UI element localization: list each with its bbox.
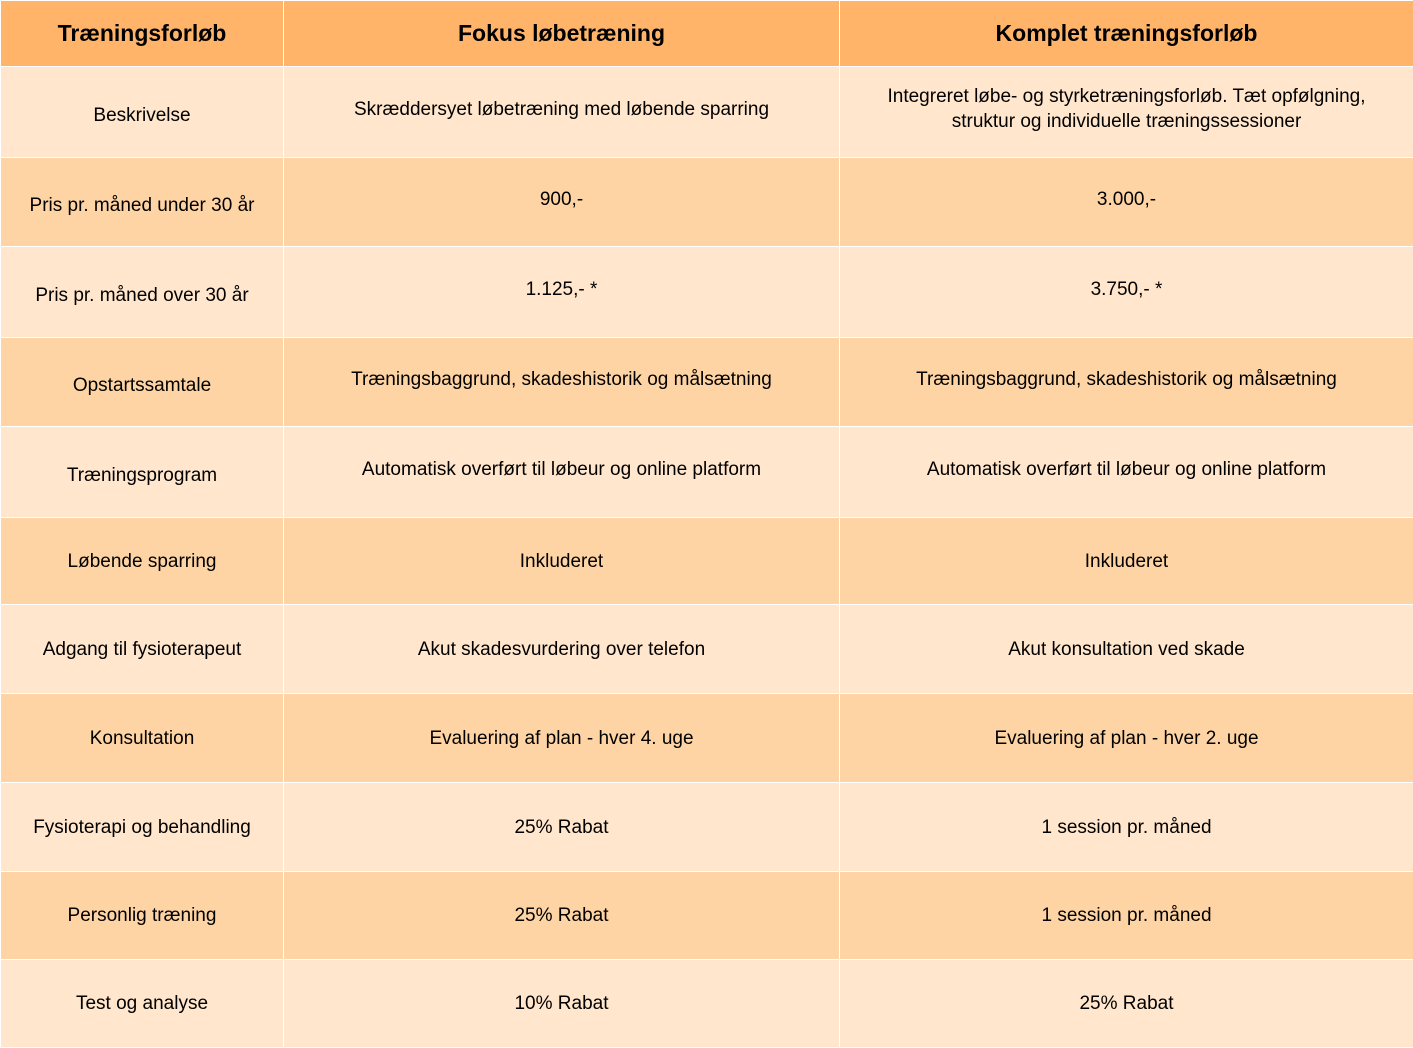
table-row	[1, 694, 1413, 783]
table-row	[1, 872, 1413, 960]
komplet-cell: Inkluderet	[840, 518, 1413, 605]
fokus-cell: 25% Rabat	[284, 872, 840, 960]
komplet-cell: Integreret løbe- og styrketræningsforløb. Tæt opfølgning, struktur og individuelle træningssessioner	[840, 67, 1413, 158]
komplet-cell: Automatisk overført til løbeur og online platform	[840, 427, 1413, 518]
fokus-cell: Automatisk overført til løbeur og online platform	[284, 427, 840, 518]
table-row	[1, 158, 1413, 247]
row-label: Konsultation	[1, 694, 284, 783]
table-row	[1, 67, 1413, 158]
row-label: Løbende sparring	[1, 518, 284, 605]
row-label: Beskrivelse	[1, 67, 284, 158]
header-row	[1, 1, 1413, 67]
row-label: Pris pr. måned under 30 år	[1, 158, 284, 247]
header-fokus: Fokus løbetræning	[284, 1, 840, 67]
row-label: Træningsprogram	[1, 427, 284, 518]
row-label: Fysioterapi og behandling	[1, 783, 284, 872]
table-row	[1, 960, 1413, 1048]
fokus-cell: Akut skadesvurdering over telefon	[284, 605, 840, 694]
fokus-cell: 1.125,- *	[284, 247, 840, 338]
komplet-cell: 3.750,- *	[840, 247, 1413, 338]
fokus-cell: Træningsbaggrund, skadeshistorik og målsætning	[284, 338, 840, 427]
fokus-cell: 900,-	[284, 158, 840, 247]
row-label: Opstartssamtale	[1, 338, 284, 427]
row-label: Test og analyse	[1, 960, 284, 1048]
fokus-cell: 25% Rabat	[284, 783, 840, 872]
komplet-cell: Træningsbaggrund, skadeshistorik og målsætning	[840, 338, 1413, 427]
table-row	[1, 605, 1413, 694]
komplet-cell: Evaluering af plan - hver 2. uge	[840, 694, 1413, 783]
fokus-cell: Evaluering af plan - hver 4. uge	[284, 694, 840, 783]
row-label: Adgang til fysioterapeut	[1, 605, 284, 694]
row-label: Personlig træning	[1, 872, 284, 960]
komplet-cell: 25% Rabat	[840, 960, 1413, 1048]
table-row	[1, 427, 1413, 518]
table-row	[1, 783, 1413, 872]
fokus-cell: Skræddersyet løbetræning med løbende sparring	[284, 67, 840, 158]
fokus-cell: Inkluderet	[284, 518, 840, 605]
header-komplet: Komplet træningsforløb	[840, 1, 1413, 67]
komplet-cell: 3.000,-	[840, 158, 1413, 247]
komplet-cell: Akut konsultation ved skade	[840, 605, 1413, 694]
header-training-plan: Træningsforløb	[1, 1, 284, 67]
table-row	[1, 518, 1413, 605]
komplet-cell: 1 session pr. måned	[840, 783, 1413, 872]
komplet-cell: 1 session pr. måned	[840, 872, 1413, 960]
fokus-cell: 10% Rabat	[284, 960, 840, 1048]
table-row	[1, 247, 1413, 338]
row-label: Pris pr. måned over 30 år	[1, 247, 284, 338]
table-row	[1, 338, 1413, 427]
